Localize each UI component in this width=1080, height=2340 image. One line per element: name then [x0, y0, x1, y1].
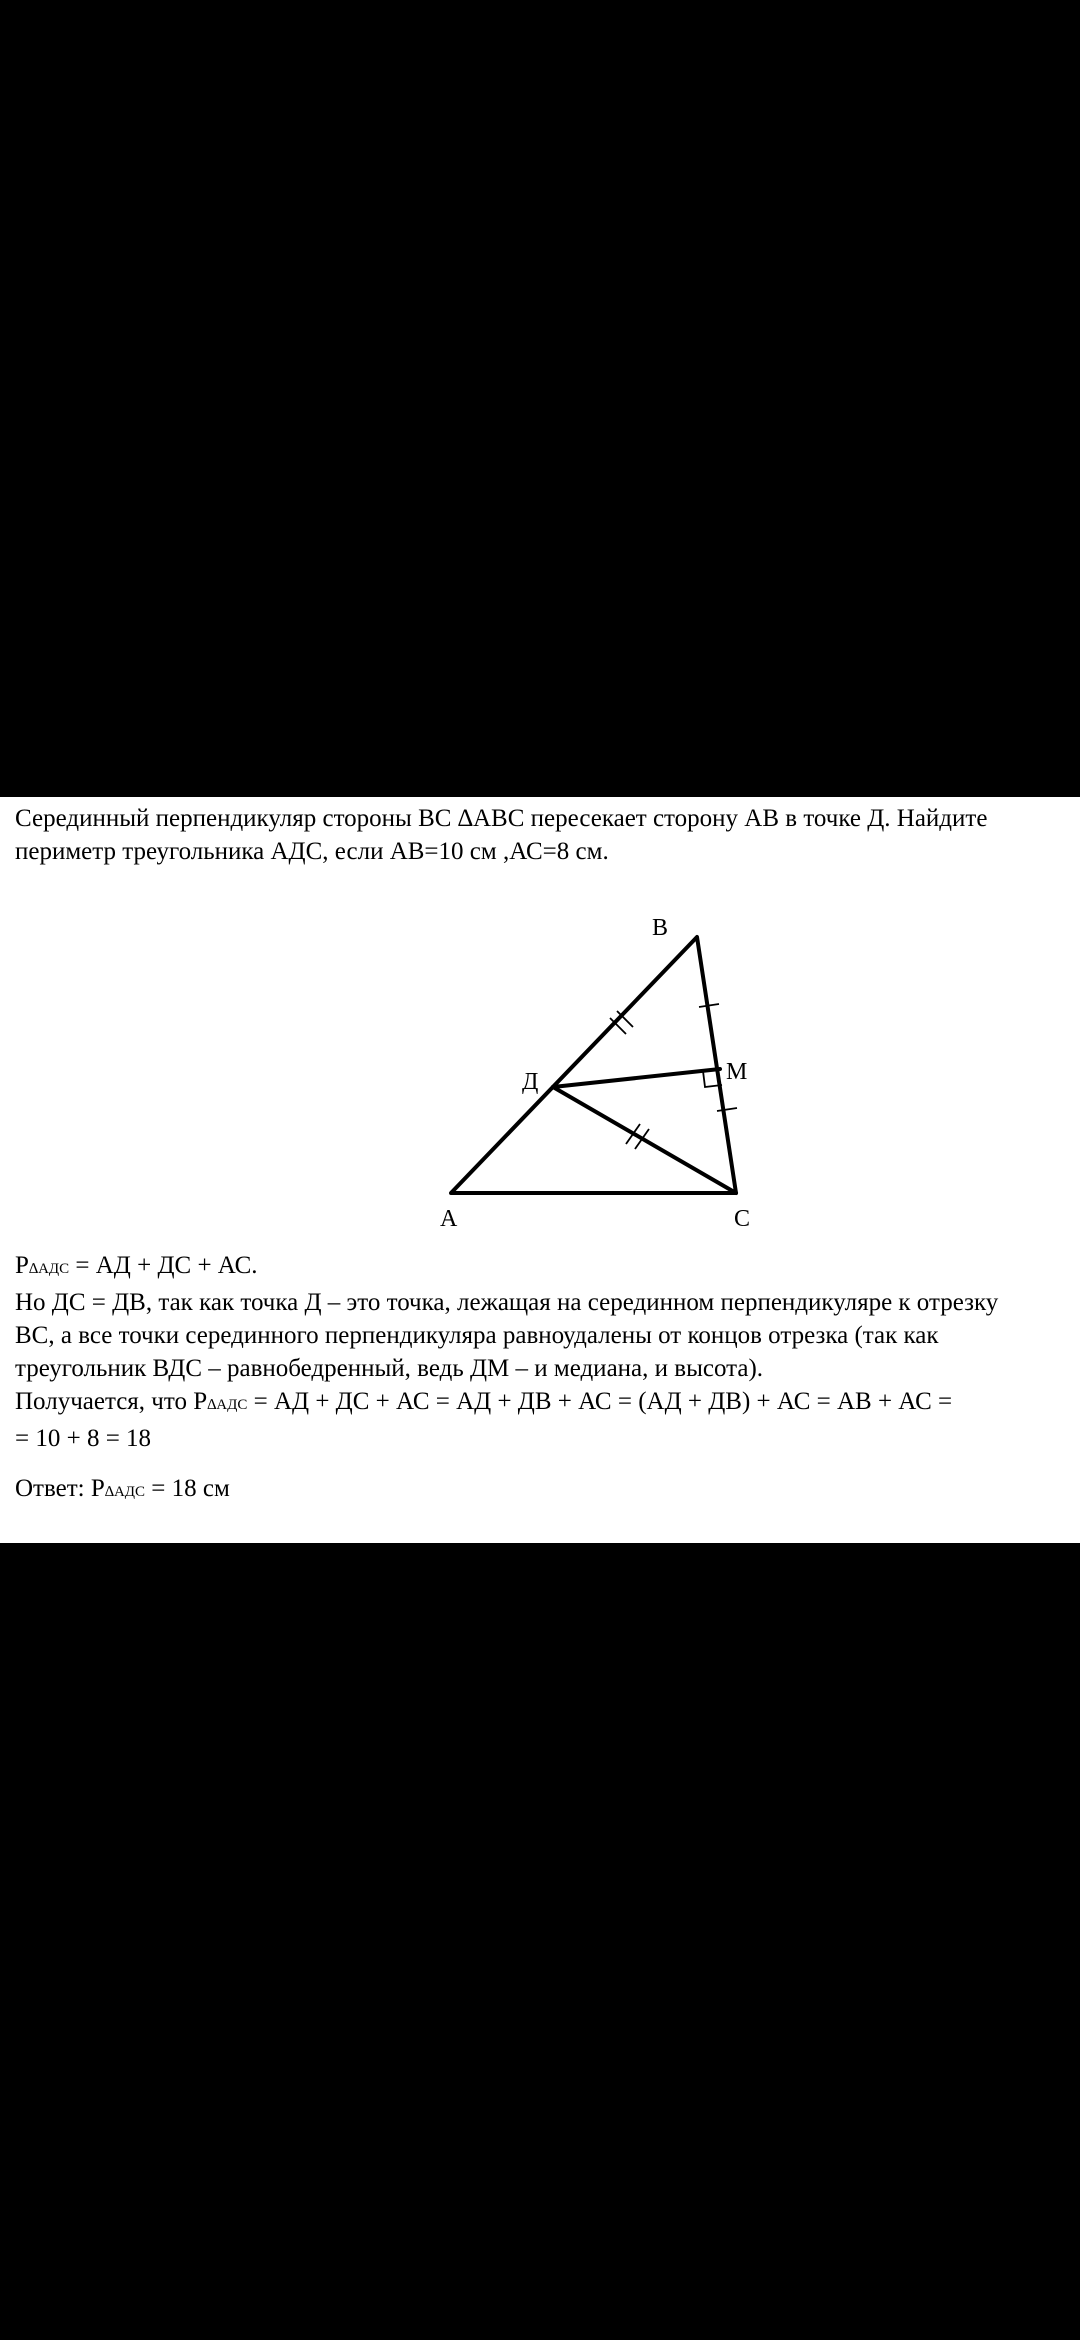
subscript: ∆АДС	[28, 1261, 70, 1277]
segment-dc	[553, 1087, 736, 1193]
tick-mc	[717, 1108, 737, 1111]
segment-dm	[553, 1069, 720, 1087]
problem-line-1: Серединный перпендикуляр стороны ВС ∆АВС пересекает сторону АВ в точке Д. Найдите	[15, 805, 988, 832]
vertex-label-b: В	[652, 915, 669, 941]
worksheet-page	[0, 797, 1080, 1543]
solution-line-6: = 10 + 8 = 18	[15, 1425, 152, 1452]
solution-line-5: Получается, что Р∆АДС = АД + ДС + АС = АД + ДВ + АС = (АД + ДВ) + АС = АВ + АС =	[15, 1388, 953, 1415]
tick-dc-2	[635, 1129, 649, 1149]
solution-line-2: Но ДС = ДВ, так как точка Д – это точка, лежащая на серединном перпендикуляре к отрезку	[15, 1289, 999, 1316]
vertex-label-d: Д	[522, 1069, 539, 1095]
solution-line-4: треугольник ВДС – равнобедренный, ведь ДМ – и медиана, и высота).	[15, 1355, 764, 1382]
triangle-abc	[451, 937, 736, 1193]
point-label-m: М	[726, 1059, 748, 1085]
vertex-label-c: С	[734, 1206, 751, 1232]
solution-line-1: Р∆АДС = АД + ДС + АС.	[15, 1252, 258, 1279]
subscript: ∆АДС	[207, 1397, 248, 1413]
vertex-label-a: А	[440, 1206, 458, 1232]
solution-line-3: ВС, а все точки серединного перпендикуляра равноудалены от концов отрезка (так как	[15, 1322, 939, 1349]
problem-line-2: периметр треугольника АДС, если АВ=10 см ,АС=8 см.	[15, 838, 609, 865]
solution-text	[15, 1249, 998, 1455]
answer-line: Ответ: Р∆АДС = 18 см	[15, 1475, 230, 1502]
subscript: ∆АДС	[104, 1484, 146, 1500]
